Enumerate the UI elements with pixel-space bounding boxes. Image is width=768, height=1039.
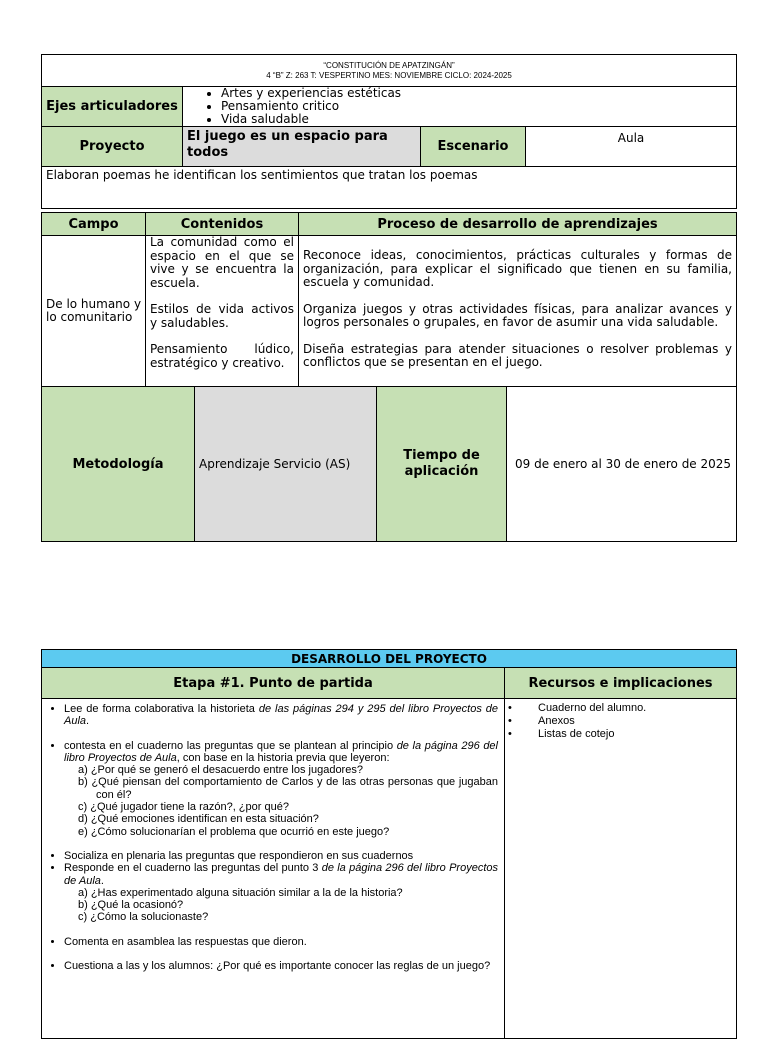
activity-item: • Responde en el cuaderno las preguntas del punto 3 de la página 296 del libro Proyectos de Aula. a) ¿Has experimentado alguna situación similar a la de la historia? b) ¿Qué la ocasionó? c) ¿Cómo la solucionaste?: [64, 862, 498, 923]
ejes-item: • Vida saludable: [221, 113, 732, 126]
contenidos-header: Contenidos: [146, 213, 299, 236]
tiempo-label: Tiempo de aplicación: [377, 387, 507, 542]
metodologia-table: [41, 386, 737, 542]
campos-table: [41, 212, 737, 387]
ejes-item: • Artes y experiencias estéticas: [221, 87, 732, 100]
proyecto-value: El juego es un espacio para todos: [183, 127, 421, 167]
stage-title: Etapa #1. Punto de partida: [42, 668, 505, 699]
activities-list: [42, 703, 498, 972]
school-details: 4 “B” Z: 263 T: VESPERTINO MES: NOVIEMBRE CICLO: 2024-2025: [266, 70, 512, 80]
question-item: b) ¿Qué la ocasionó?: [78, 899, 184, 912]
proyecto-label: Proyecto: [42, 127, 183, 167]
contenidos-cell: [146, 236, 299, 387]
question-item: a) ¿Por qué se generó el desacuerdo entre los jugadores?: [78, 764, 363, 777]
contenido-item: Estilos de vida activos y saludables.: [150, 302, 294, 330]
activity-item: • contesta en el cuaderno las preguntas que se plantean al principio de la página 296 del libro Proyectos de Aula, con base en la historia previa que leyeron: a) ¿Por qué se generó el desacuerdo entre los jugadores? b) ¿Qué piensan del comportamiento de Carlos y de las otras personas que jugaban con él? c) ¿Qué jugador tiene la razón?, ¿por qué? d) ¿Qué emociones identifican en esta situación? e) ¿Cómo solucionarían el problema que ocurrió en este juego?: [64, 740, 498, 838]
desarrollo-title: DESARROLLO DEL PROYECTO: [42, 650, 737, 668]
recursos-list: [508, 702, 736, 741]
contenido-item: La comunidad como el espacio en el que se vive y se encuentra la escuela.: [150, 235, 294, 290]
ejes-list: [203, 87, 732, 126]
objetivo-text: Elaboran poemas he identifican los sentimientos que tratan los poemas: [42, 167, 737, 209]
activity-item: • Socializa en plenaria las preguntas que respondieron en sus cuadernos: [64, 850, 498, 862]
ejes-item: • Pensamiento critico: [221, 100, 732, 113]
campo-value: De lo humano y lo comunitario: [42, 236, 146, 387]
campo-header: Campo: [42, 213, 146, 236]
activity-item: • Lee de forma colaborativa la historieta de las páginas 294 y 295 del libro Proyectos de Aula.: [64, 703, 498, 728]
stage-activities: [42, 699, 505, 1039]
questions-list: [64, 887, 498, 924]
question-item: d) ¿Qué emociones identifican en esta situación?: [78, 813, 319, 826]
question-item: c) ¿Qué jugador tiene la razón?, ¿por qué?: [78, 801, 289, 814]
recurso-item: • Cuaderno del alumno.: [508, 702, 736, 715]
activity-item: • Comenta en asamblea las respuestas que dieron.: [64, 936, 498, 948]
school-header: [42, 55, 737, 87]
project-info-table: [41, 54, 737, 209]
ejes-cell: [183, 87, 737, 127]
question-item: b) ¿Qué piensan del comportamiento de Carlos y de las otras personas que jugaban con él?: [78, 776, 498, 801]
escenario-label: Escenario: [421, 127, 526, 167]
question-item: c) ¿Cómo la solucionaste?: [78, 911, 209, 924]
question-item: e) ¿Cómo solucionarían el problema que ocurrió en este juego?: [78, 825, 390, 838]
question-item: a) ¿Has experimentado alguna situación similar a la de la historia?: [78, 886, 403, 899]
questions-list: [64, 764, 498, 838]
tiempo-value: 09 de enero al 30 de enero de 2025: [507, 387, 737, 542]
school-name: “CONSTITUCIÓN DE APATZINGÁN”: [323, 60, 455, 70]
proceso-item: Organiza juegos y otras actividades físicas, para analizar avances y logros personales o grupales, en favor de asumir una vida saludable.: [303, 301, 732, 329]
metodologia-label: Metodología: [42, 387, 195, 542]
recursos-title: Recursos e implicaciones: [505, 668, 737, 699]
recursos-cell: [505, 699, 737, 1039]
procesos-header: Proceso de desarrollo de aprendizajes: [299, 213, 737, 236]
procesos-cell: [299, 236, 737, 387]
desarrollo-table: [41, 649, 737, 1039]
contenido-item: Pensamiento lúdico, estratégico y creativo.: [150, 342, 294, 370]
recurso-item: • Anexos: [508, 715, 736, 728]
proceso-item: Diseña estrategias para atender situaciones o resolver problemas y conflictos que se presentan en el juego.: [303, 341, 732, 369]
recurso-item: • Listas de cotejo: [508, 728, 736, 741]
activity-item: • Cuestiona a las y los alumnos: ¿Por qué es importante conocer las reglas de un juego?: [64, 960, 498, 972]
metodologia-value: Aprendizaje Servicio (AS): [195, 387, 377, 542]
ejes-label: Ejes articuladores: [42, 87, 183, 127]
proceso-item: Reconoce ideas, conocimientos, prácticas culturales y formas de organización, para explicar el significado que tienen en su familia, escuela y comunidad.: [303, 248, 732, 289]
escenario-value: Aula: [526, 127, 737, 167]
